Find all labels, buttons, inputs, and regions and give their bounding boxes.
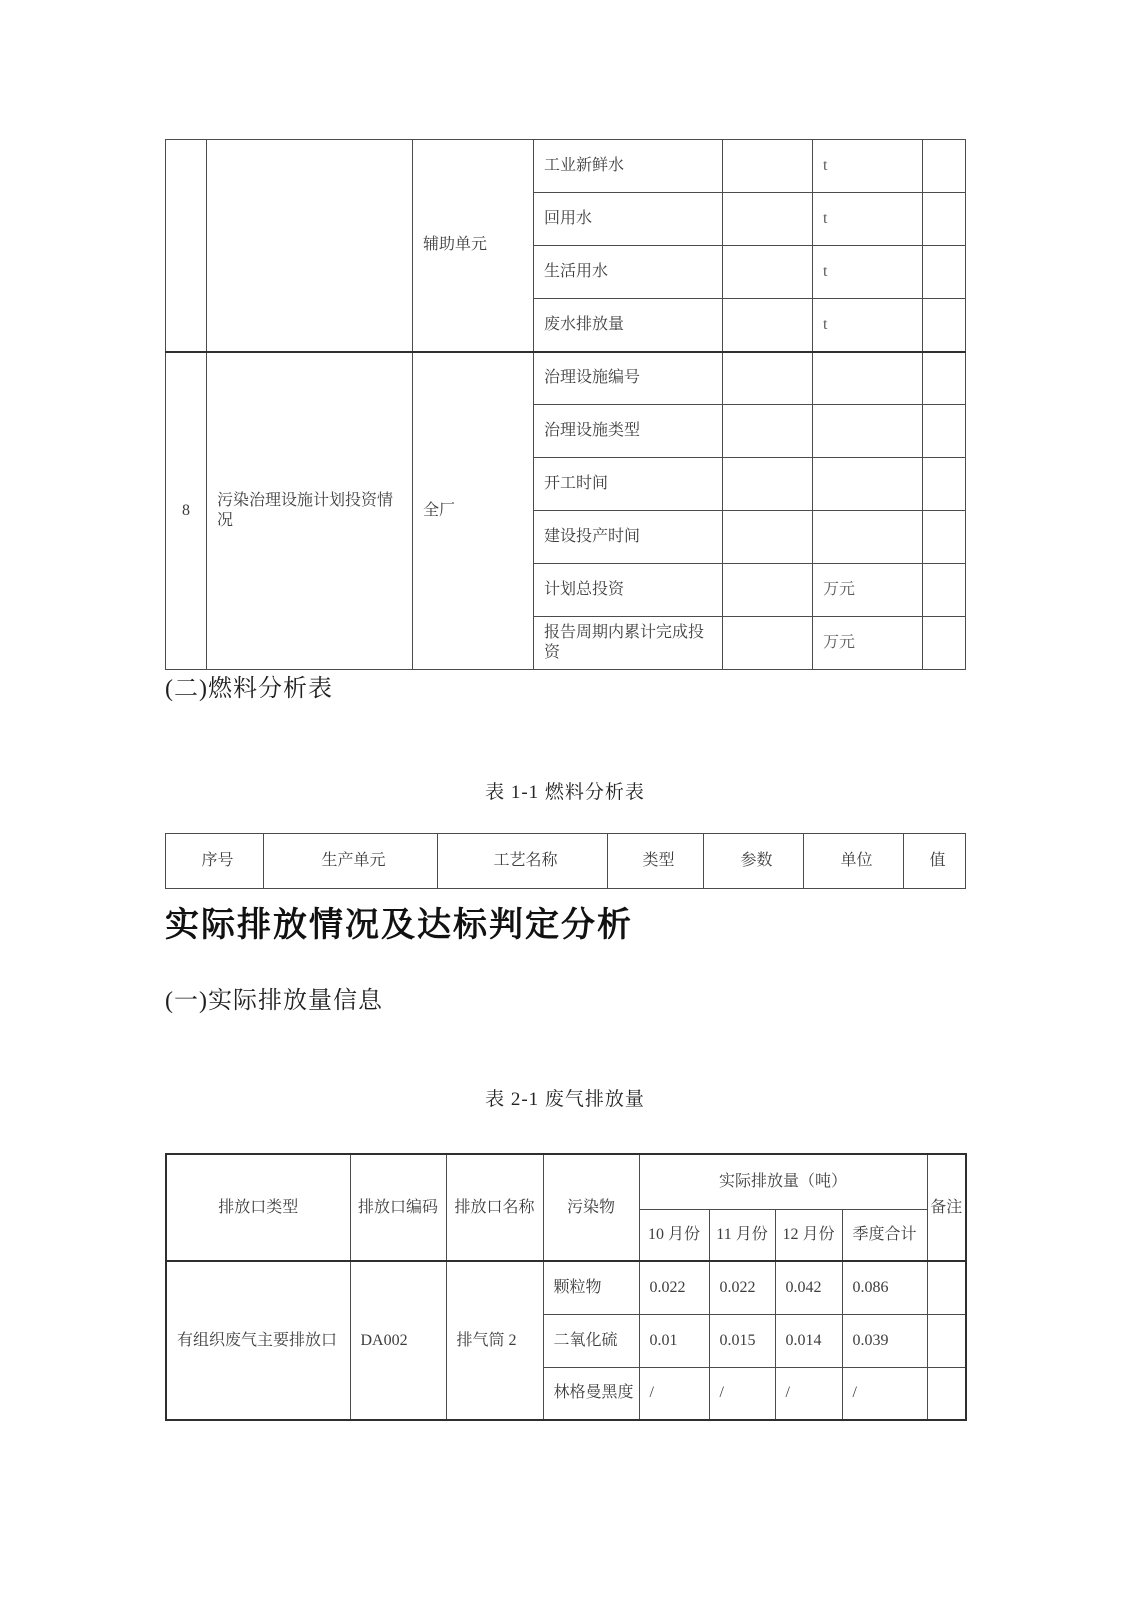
header-outlet-type: 排放口类型 — [166, 1154, 350, 1261]
header-value: 值 — [904, 834, 966, 889]
header-month-oct: 10 月份 — [639, 1209, 709, 1261]
value-cell — [723, 140, 813, 193]
pollutant-cell: 林格曼黑度 — [543, 1367, 639, 1420]
extra-cell — [923, 352, 966, 405]
extra-cell — [923, 246, 966, 299]
table-header-row — [166, 1154, 966, 1209]
unit-cell: t — [813, 140, 923, 193]
remark-cell — [927, 1367, 966, 1420]
value-cell-oct: / — [639, 1367, 709, 1420]
param-cell: 废水排放量 — [534, 299, 723, 352]
extra-cell — [923, 564, 966, 617]
unit-cell: t — [813, 193, 923, 246]
header-outlet-name: 排放口名称 — [446, 1154, 543, 1261]
header-seq: 序号 — [166, 834, 264, 889]
seq-cell: 8 — [166, 352, 207, 670]
header-process-name: 工艺名称 — [438, 834, 608, 889]
value-cell — [723, 511, 813, 564]
param-cell: 建设投产时间 — [534, 511, 723, 564]
value-cell-dec: / — [775, 1367, 842, 1420]
value-cell-total: / — [842, 1367, 927, 1420]
table-header-row — [166, 834, 966, 889]
param-cell: 生活用水 — [534, 246, 723, 299]
value-cell — [723, 246, 813, 299]
unit-cell: t — [813, 299, 923, 352]
value-cell-oct: 0.022 — [639, 1261, 709, 1314]
param-cell: 回用水 — [534, 193, 723, 246]
value-cell-oct: 0.01 — [639, 1314, 709, 1367]
value-cell — [723, 405, 813, 458]
unit-cell — [813, 352, 923, 405]
value-cell-nov: / — [709, 1367, 775, 1420]
header-pollutant: 污染物 — [543, 1154, 639, 1261]
remark-cell — [927, 1314, 966, 1367]
param-cell: 开工时间 — [534, 458, 723, 511]
unit-cell — [813, 458, 923, 511]
param-cell: 治理设施编号 — [534, 352, 723, 405]
section-heading-fuel-analysis: (二)燃料分析表 — [165, 676, 333, 702]
value-cell — [723, 458, 813, 511]
header-quarter-total: 季度合计 — [842, 1209, 927, 1261]
header-remark: 备注 — [927, 1154, 966, 1261]
extra-cell — [923, 617, 966, 670]
value-cell-total: 0.086 — [842, 1261, 927, 1314]
remark-cell — [927, 1261, 966, 1314]
facility-summary-table — [165, 139, 966, 670]
table-caption-emission: 表 2-1 废气排放量 — [485, 1089, 645, 1110]
table-row — [166, 140, 966, 193]
unit-cell: t — [813, 246, 923, 299]
value-cell — [723, 299, 813, 352]
extra-cell — [923, 511, 966, 564]
value-cell-nov: 0.015 — [709, 1314, 775, 1367]
param-cell: 工业新鲜水 — [534, 140, 723, 193]
table-caption-fuel: 表 1-1 燃料分析表 — [485, 782, 645, 803]
outlet-name-cell: 排气筒 2 — [446, 1261, 543, 1420]
header-actual-emission: 实际排放量（吨） — [639, 1154, 927, 1209]
param-cell: 计划总投资 — [534, 564, 723, 617]
header-unit: 单位 — [804, 834, 904, 889]
extra-cell — [923, 193, 966, 246]
item-name-cell: 污染治理设施计划投资情况 — [207, 352, 413, 670]
seq-cell — [166, 140, 207, 352]
value-cell-dec: 0.042 — [775, 1261, 842, 1314]
unit-cell: 万元 — [813, 617, 923, 670]
fuel-analysis-table — [165, 833, 966, 889]
unit-cell: 万元 — [813, 564, 923, 617]
table-row — [166, 352, 966, 405]
pollutant-cell: 颗粒物 — [543, 1261, 639, 1314]
value-cell — [723, 193, 813, 246]
extra-cell — [923, 405, 966, 458]
extra-cell — [923, 299, 966, 352]
section-heading-actual-emission: (一)实际排放量信息 — [165, 988, 383, 1014]
header-type: 类型 — [608, 834, 704, 889]
outlet-type-cell: 有组织废气主要排放口 — [166, 1261, 350, 1420]
param-cell: 报告周期内累计完成投资 — [534, 617, 723, 670]
header-month-dec: 12 月份 — [775, 1209, 842, 1261]
unit-cell — [813, 405, 923, 458]
scope-cell: 辅助单元 — [413, 140, 534, 352]
extra-cell — [923, 458, 966, 511]
header-month-nov: 11 月份 — [709, 1209, 775, 1261]
outlet-code-cell: DA002 — [350, 1261, 446, 1420]
value-cell — [723, 564, 813, 617]
value-cell-dec: 0.014 — [775, 1314, 842, 1367]
pollutant-cell: 二氧化硫 — [543, 1314, 639, 1367]
header-parameter: 参数 — [704, 834, 804, 889]
unit-cell — [813, 511, 923, 564]
value-cell — [723, 617, 813, 670]
value-cell-total: 0.039 — [842, 1314, 927, 1367]
header-outlet-code: 排放口编码 — [350, 1154, 446, 1261]
value-cell — [723, 352, 813, 405]
param-cell: 治理设施类型 — [534, 405, 723, 458]
waste-gas-emission-table — [165, 1153, 967, 1421]
extra-cell — [923, 140, 966, 193]
scope-cell: 全厂 — [413, 352, 534, 670]
page-title: 实际排放情况及达标判定分析 — [165, 907, 633, 944]
header-production-unit: 生产单元 — [264, 834, 438, 889]
item-name-cell — [207, 140, 413, 352]
table-row — [166, 1261, 966, 1314]
value-cell-nov: 0.022 — [709, 1261, 775, 1314]
